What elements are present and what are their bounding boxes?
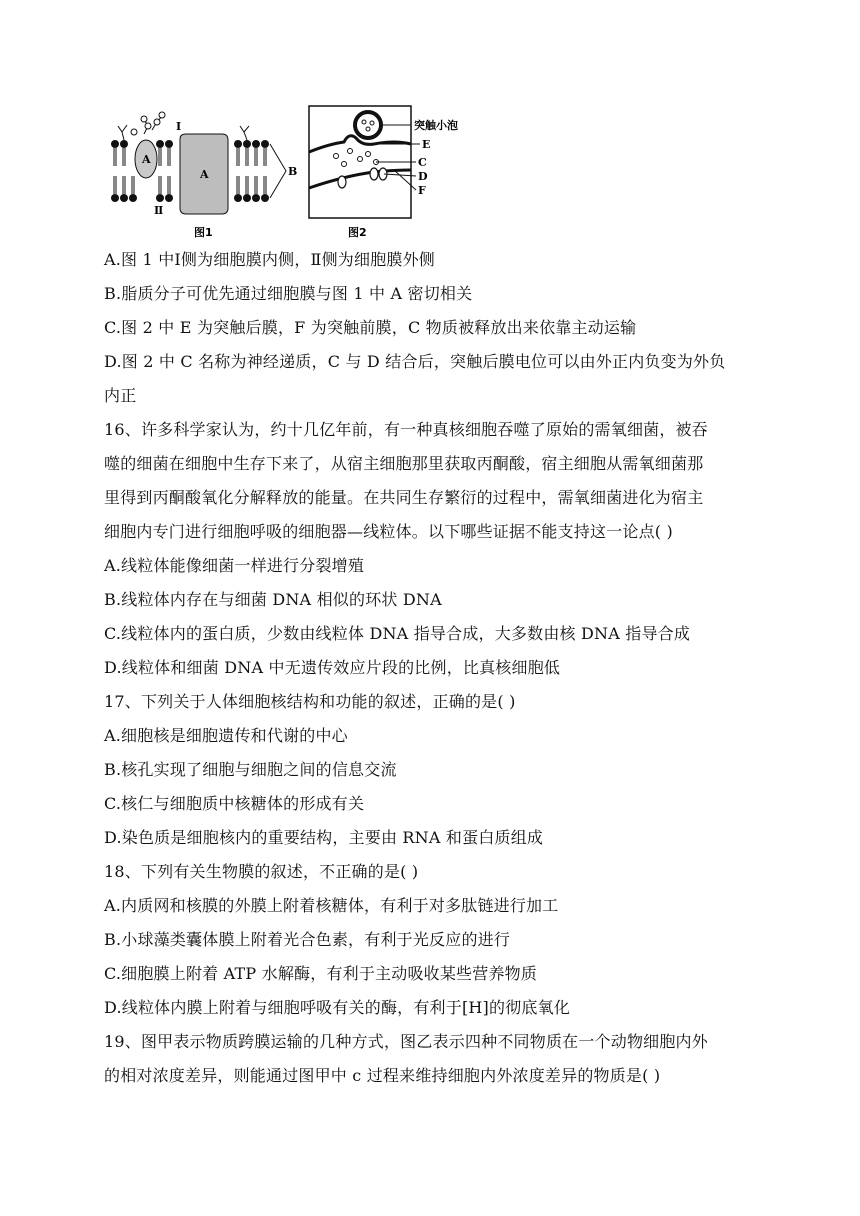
q17-option-b: B.核孔实现了细胞与细胞之间的信息交流 (104, 760, 397, 779)
fig2-label-c: C (418, 156, 427, 169)
fig1-label-side-i: Ⅰ (176, 120, 182, 133)
q18-option-b: B.小球藻类囊体膜上附着光合色素，有利于光反应的进行 (104, 930, 511, 949)
q16-option-d: D.线粒体和细菌 DNA 中无遗传效应片段的比例，比真核细胞低 (104, 658, 561, 677)
q18-stem: 18、下列有关生物膜的叙述，不正确的是( ) (104, 862, 419, 881)
q16-option-a: A.线粒体能像细菌一样进行分裂增殖 (104, 556, 365, 575)
q17-option-d: D.染色质是细胞核内的重要结构，主要由 RNA 和蛋白质组成 (104, 828, 544, 847)
fig1-label-a-large: A (200, 168, 209, 181)
figures-illustration (104, 104, 474, 244)
fig1-label-b: B (288, 165, 298, 178)
q15-option-d: D.图 2 中 C 名称为神经递质，C 与 D 结合后，突触后膜电位可以由外正内负变为外负 (104, 352, 726, 371)
fig1-label-side-ii: Ⅱ (154, 204, 164, 217)
fig2-label-d: D (418, 170, 428, 183)
q17-stem: 17、下列关于人体细胞核结构和功能的叙述，正确的是( ) (104, 692, 516, 711)
fig2-label-vesicle: 突触小泡 (414, 119, 458, 132)
q16-option-c: C.线粒体内的蛋白质，少数由线粒体 DNA 指导合成，大多数由核 DNA 指导合成 (104, 624, 691, 643)
q19-stem-cont: 的相对浓度差异，则能通过图甲中 c 过程来维持细胞内外浓度差异的物质是( ) (104, 1066, 661, 1085)
fig1-label-a-small: A (142, 153, 151, 166)
q16-stem: 16、许多科学家认为，约十几亿年前，有一种真核细胞吞噬了原始的需氧细菌，被吞 (104, 420, 708, 439)
q16-option-b: B.线粒体内存在与细菌 DNA 相似的环状 DNA (104, 590, 442, 609)
figure-2-synapse (309, 106, 458, 239)
q16-stem-cont: 里得到丙酮酸氧化分解释放的能量。在共同生存繁衍的过程中，需氧细菌进化为宿主 (104, 488, 704, 507)
q15-option-a: A.图 1 中Ⅰ侧为细胞膜内侧，Ⅱ侧为细胞膜外侧 (104, 250, 435, 269)
fig2-caption: 图2 (348, 226, 367, 239)
fig2-label-e: E (422, 138, 431, 151)
q16-stem-cont: 细胞内专门进行细胞呼吸的细胞器—线粒体。以下哪些证据不能支持这一论点( ) (104, 522, 673, 541)
q15-option-b: B.脂质分子可优先通过细胞膜与图 1 中 A 密切相关 (104, 284, 473, 303)
q17-option-c: C.核仁与细胞质中核糖体的形成有关 (104, 794, 365, 813)
q15-option-c: C.图 2 中 E 为突触后膜，F 为突触前膜，C 物质被释放出来依靠主动运输 (104, 318, 637, 337)
q16-stem-cont: 噬的细菌在细胞中生存下来了，从宿主细胞那里获取丙酮酸，宿主细胞从需氧细菌那 (104, 454, 704, 473)
figure-1-membrane (111, 112, 297, 239)
q18-option-a: A.内质网和核膜的外膜上附着核糖体，有利于对多肽链进行加工 (104, 896, 559, 915)
q18-option-c: C.细胞膜上附着 ATP 水解酶，有利于主动吸收某些营养物质 (104, 964, 538, 983)
q15-option-d-cont: 内正 (104, 386, 137, 405)
fig1-caption: 图1 (194, 226, 213, 239)
q17-option-a: A.细胞核是细胞遗传和代谢的中心 (104, 726, 348, 745)
fig2-label-f: F (418, 184, 426, 197)
q18-option-d: D.线粒体内膜上附着与细胞呼吸有关的酶，有利于[H]的彻底氧化 (104, 998, 570, 1017)
q19-stem: 19、图甲表示物质跨膜运输的几种方式，图乙表示四种不同物质在一个动物细胞内外 (104, 1032, 708, 1051)
